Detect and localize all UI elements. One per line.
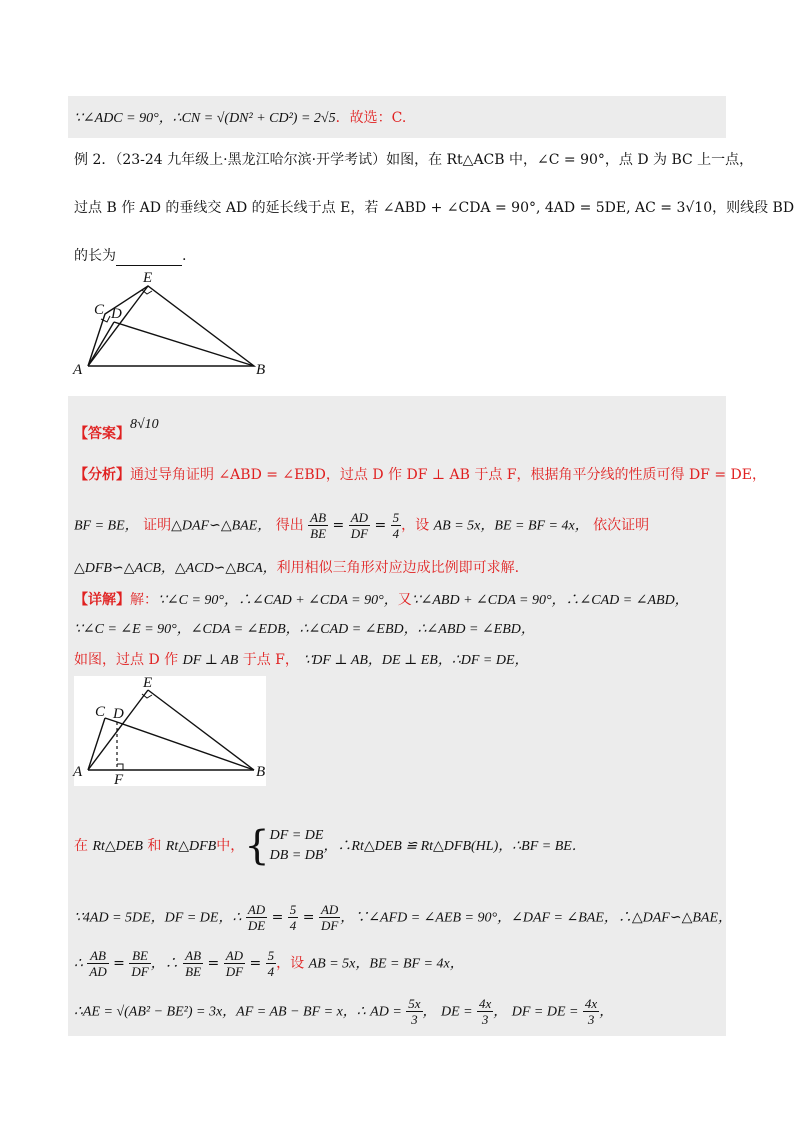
detail-ratio-intro: ∵4AD = 5DE，DF = DE，∴	[74, 910, 242, 926]
analysis-text-1: 通过导角证明 ∠ABD = ∠EBD，过点 D 作 DF ⊥ AB 于点 F，根据角平分线的性质可得 DF = DE，	[130, 467, 766, 483]
detail-line-3	[74, 650, 529, 671]
detail-line-2: ∵∠C = ∠E = 90°，∠CDA = ∠EDB，∴∠CAD = ∠EBD，∴∠ABD = ∠EBD，	[74, 622, 535, 637]
frac-4x-3-b	[583, 996, 599, 1027]
example-line-3	[74, 246, 186, 266]
frac-ab-ad	[87, 948, 108, 979]
analysis-similar-2: △DFB∽△ACB，△ACD∽△BCA，	[74, 561, 277, 576]
frac-num: AB	[310, 510, 327, 525]
frac-ab-be-b	[183, 948, 203, 979]
separator-2: ，	[493, 1004, 508, 1020]
frac-den: AD	[89, 964, 107, 979]
frac-5-4-b	[288, 902, 299, 933]
analysis-prove-in-turn: 依次证明	[593, 517, 650, 534]
answer-blank	[116, 251, 182, 266]
angle-adc-text: ∵∠ADC = 90°	[74, 111, 159, 126]
analysis-line-1	[74, 465, 766, 485]
detail-similar-daf: ，∵∠AFD = ∠AEB = 90°，∠DAF = ∠BAE，∴△DAF∽△BAE，	[340, 910, 733, 926]
frac-num: 5x	[408, 996, 421, 1011]
detail-step-1: ∵∠C = 90°，∴∠CAD + ∠CDA = 90°，	[158, 593, 398, 608]
frac-ad-de	[246, 902, 267, 933]
frac-ad-df-c	[224, 948, 245, 979]
frac-den: 4	[392, 526, 400, 541]
frac-den: DF	[350, 526, 369, 541]
detail-line-6: ∴ $\frac{AB}{AD}$ = $\frac{BE}{DF}$ ，∴ $\frac{AB}{BE}$ = $\frac{AD}{DF}$ = $\frac{5}{4}$ ，设 AB = 5x，BE = BF = 4x，	[74, 948, 464, 979]
frac-den: BE	[185, 964, 202, 979]
frac-num: BE	[129, 948, 150, 964]
figure1-label-e: E	[143, 270, 153, 286]
figure1-label-d: D	[111, 306, 122, 322]
de-eq-label: DE =	[440, 1004, 473, 1020]
frac-den: DE	[247, 918, 266, 933]
previous-solution-line	[74, 108, 406, 129]
frac-5x-3	[406, 996, 422, 1027]
analysis-tag: 【分析】	[74, 467, 130, 483]
triangle-figure-2	[70, 676, 270, 786]
analysis-get: 得出	[275, 517, 304, 534]
figure2-label-b: B	[256, 764, 266, 780]
frac-den: BE	[310, 526, 327, 541]
detail-therefore-2: ，∴	[150, 956, 179, 972]
figure2-segment-ac	[88, 718, 105, 770]
frac-num: 5	[392, 510, 400, 525]
detail-triangle-deb: Rt△DEB	[92, 839, 143, 854]
analysis-line-3	[74, 558, 519, 579]
frac-num: AD	[350, 510, 369, 525]
example-line-1: 例 2．（23-24 九年级上·黑龙江哈尔滨·开学考试）如图，在 Rt△ACB 中，∠C = 90°，点 D 为 BC 上一点，	[74, 152, 754, 168]
detail-also: 又	[397, 592, 412, 608]
figure1-segment-ad	[88, 322, 114, 366]
figure2-label-e: E	[143, 676, 153, 691]
frac-ad-df-b	[319, 902, 340, 933]
detail-line-4	[74, 823, 586, 869]
detail-step-2: ∵∠ABD + ∠CDA = 90°，∴∠CAD = ∠ABD，	[411, 593, 689, 608]
detail-solve: 解：	[130, 592, 158, 608]
frac-den: 3	[481, 1012, 489, 1027]
frac-5-4-c	[266, 948, 277, 979]
detail-df-de: ∵DF ⊥ AB，DE ⊥ EB，∴DF = DE，	[303, 653, 529, 668]
frac-ab-be	[308, 510, 328, 541]
answer-tag: 【答案】	[74, 426, 130, 442]
detail-construct: 如图，过点 D 作	[74, 652, 179, 668]
detail-congruent: ，∴Rt△DEB ≌ Rt△DFB(HL)，∴BF = BE．	[323, 839, 586, 854]
figure2-label-c: C	[95, 704, 106, 720]
detail-line-1	[74, 590, 689, 611]
frac-den: 4	[267, 964, 275, 979]
df-eq-label: DF = DE =	[511, 1004, 579, 1020]
separator-1: ，	[422, 1004, 437, 1020]
separator-3: ，	[599, 1004, 614, 1020]
detail-ae-af: ∴AE = √(AB² − BE²) = 3x，AF = AB − BF = x，∴	[74, 1004, 366, 1020]
frac-num: AD	[247, 902, 266, 917]
frac-num: 5	[267, 948, 275, 963]
frac-be-df	[129, 948, 150, 979]
equation-system	[270, 826, 324, 866]
frac-num: AB	[185, 948, 202, 963]
triangle-figure-1	[70, 268, 270, 383]
detail-tag: 【详解】	[74, 592, 130, 608]
figure1-segment-ae	[88, 286, 148, 366]
answer-prompt: 的长为	[74, 248, 116, 264]
ad-eq-label: AD =	[370, 1004, 402, 1020]
answer-prompt-end: .	[182, 248, 187, 264]
answer-value: 8√10	[130, 417, 159, 432]
frac-num: AD	[320, 902, 339, 917]
detail-triangle-dfb: Rt△DFB	[165, 839, 217, 854]
analysis-conclusion: 利用相似三角形对应边成比例即可求解.	[276, 560, 520, 576]
frac-den: 3	[411, 1012, 418, 1027]
detail-let: ，设	[276, 955, 305, 972]
frac-ad-df	[349, 510, 370, 541]
figure2-segment-eb	[148, 690, 254, 770]
detail-and: 和	[147, 838, 162, 854]
system-eq-1: DF = DE	[269, 828, 324, 843]
figure1-label-c: C	[94, 302, 105, 318]
frac-num: 4x	[479, 996, 492, 1011]
analysis-let-values: AB = 5x，BE = BF = 4x，	[433, 518, 589, 534]
frac-num: AB	[87, 948, 108, 964]
analysis-let: ，设	[401, 517, 430, 534]
cn-result-text: ，∴CN = √(DN² + CD²) = 2√5	[158, 111, 336, 126]
detail-therefore: ∴	[74, 956, 83, 972]
system-eq-2: DB = DB	[269, 848, 324, 863]
figure1-label-b: B	[256, 362, 266, 378]
frac-den: DF	[225, 964, 244, 979]
analysis-bf-be: BF = BE，	[74, 518, 139, 534]
frac-den: DF	[320, 918, 339, 933]
analysis-prove: 证明	[143, 517, 172, 534]
figure2-label-d: D	[113, 706, 124, 722]
detail-line-7	[74, 996, 613, 1027]
figure1-label-a: A	[73, 362, 83, 378]
detail-at-f: 于点 F，	[242, 652, 299, 668]
frac-den: 4	[289, 918, 297, 933]
detail-let-values: AB = 5x，BE = BF = 4x，	[308, 956, 464, 972]
figure2-right-angle-f	[117, 764, 123, 770]
example-line-2: 过点 B 作 AD 的垂线交 AD 的延长线于点 E，若 ∠ABD + ∠CDA = 90°, 4AD = 5DE, AC = 3√10，则线段 BD	[74, 200, 795, 216]
frac-den: DF	[131, 964, 149, 979]
figure2-segment-db	[117, 722, 254, 770]
detail-middle: 中，	[216, 838, 245, 854]
detail-df-perp: DF ⊥ AB	[182, 653, 239, 668]
frac-4x-3	[477, 996, 493, 1027]
figure1-segment-db	[114, 322, 254, 366]
figure1-lines	[88, 286, 254, 366]
analysis-similar-1: △DAF∽△BAE，	[171, 518, 272, 534]
figure2-label-f: F	[114, 772, 124, 786]
frac-den: 3	[587, 1012, 595, 1027]
frac-5-4	[391, 510, 402, 541]
detail-line-5: ∵4AD = 5DE，DF = DE，∴ $\frac{AD}{DE}$ = $\frac{5}{4}$ = $\frac{AD}{DF}$ ，∵∠AFD = ∠AEB = 90°，∠DAF = ∠BAE，∴△DAF∽△BAE，	[74, 902, 733, 933]
choice-text: ．故选：C.	[335, 110, 407, 126]
answer-line	[74, 417, 159, 445]
system-brace: {	[244, 823, 270, 869]
detail-in: 在	[74, 838, 88, 854]
frac-num: 5	[289, 902, 297, 917]
figure2-label-a: A	[73, 764, 83, 780]
frac-num: 4x	[584, 996, 598, 1011]
analysis-line-2: BF = BE， 证明△DAF∽△BAE， 得出 $\frac{AB}{BE}$ = $\frac{AD}{DF}$ = $\frac{5}{4}$ ，设 AB = 5x，BE = BF = 4x， 依次证明	[74, 510, 650, 541]
frac-num: AD	[225, 948, 244, 963]
